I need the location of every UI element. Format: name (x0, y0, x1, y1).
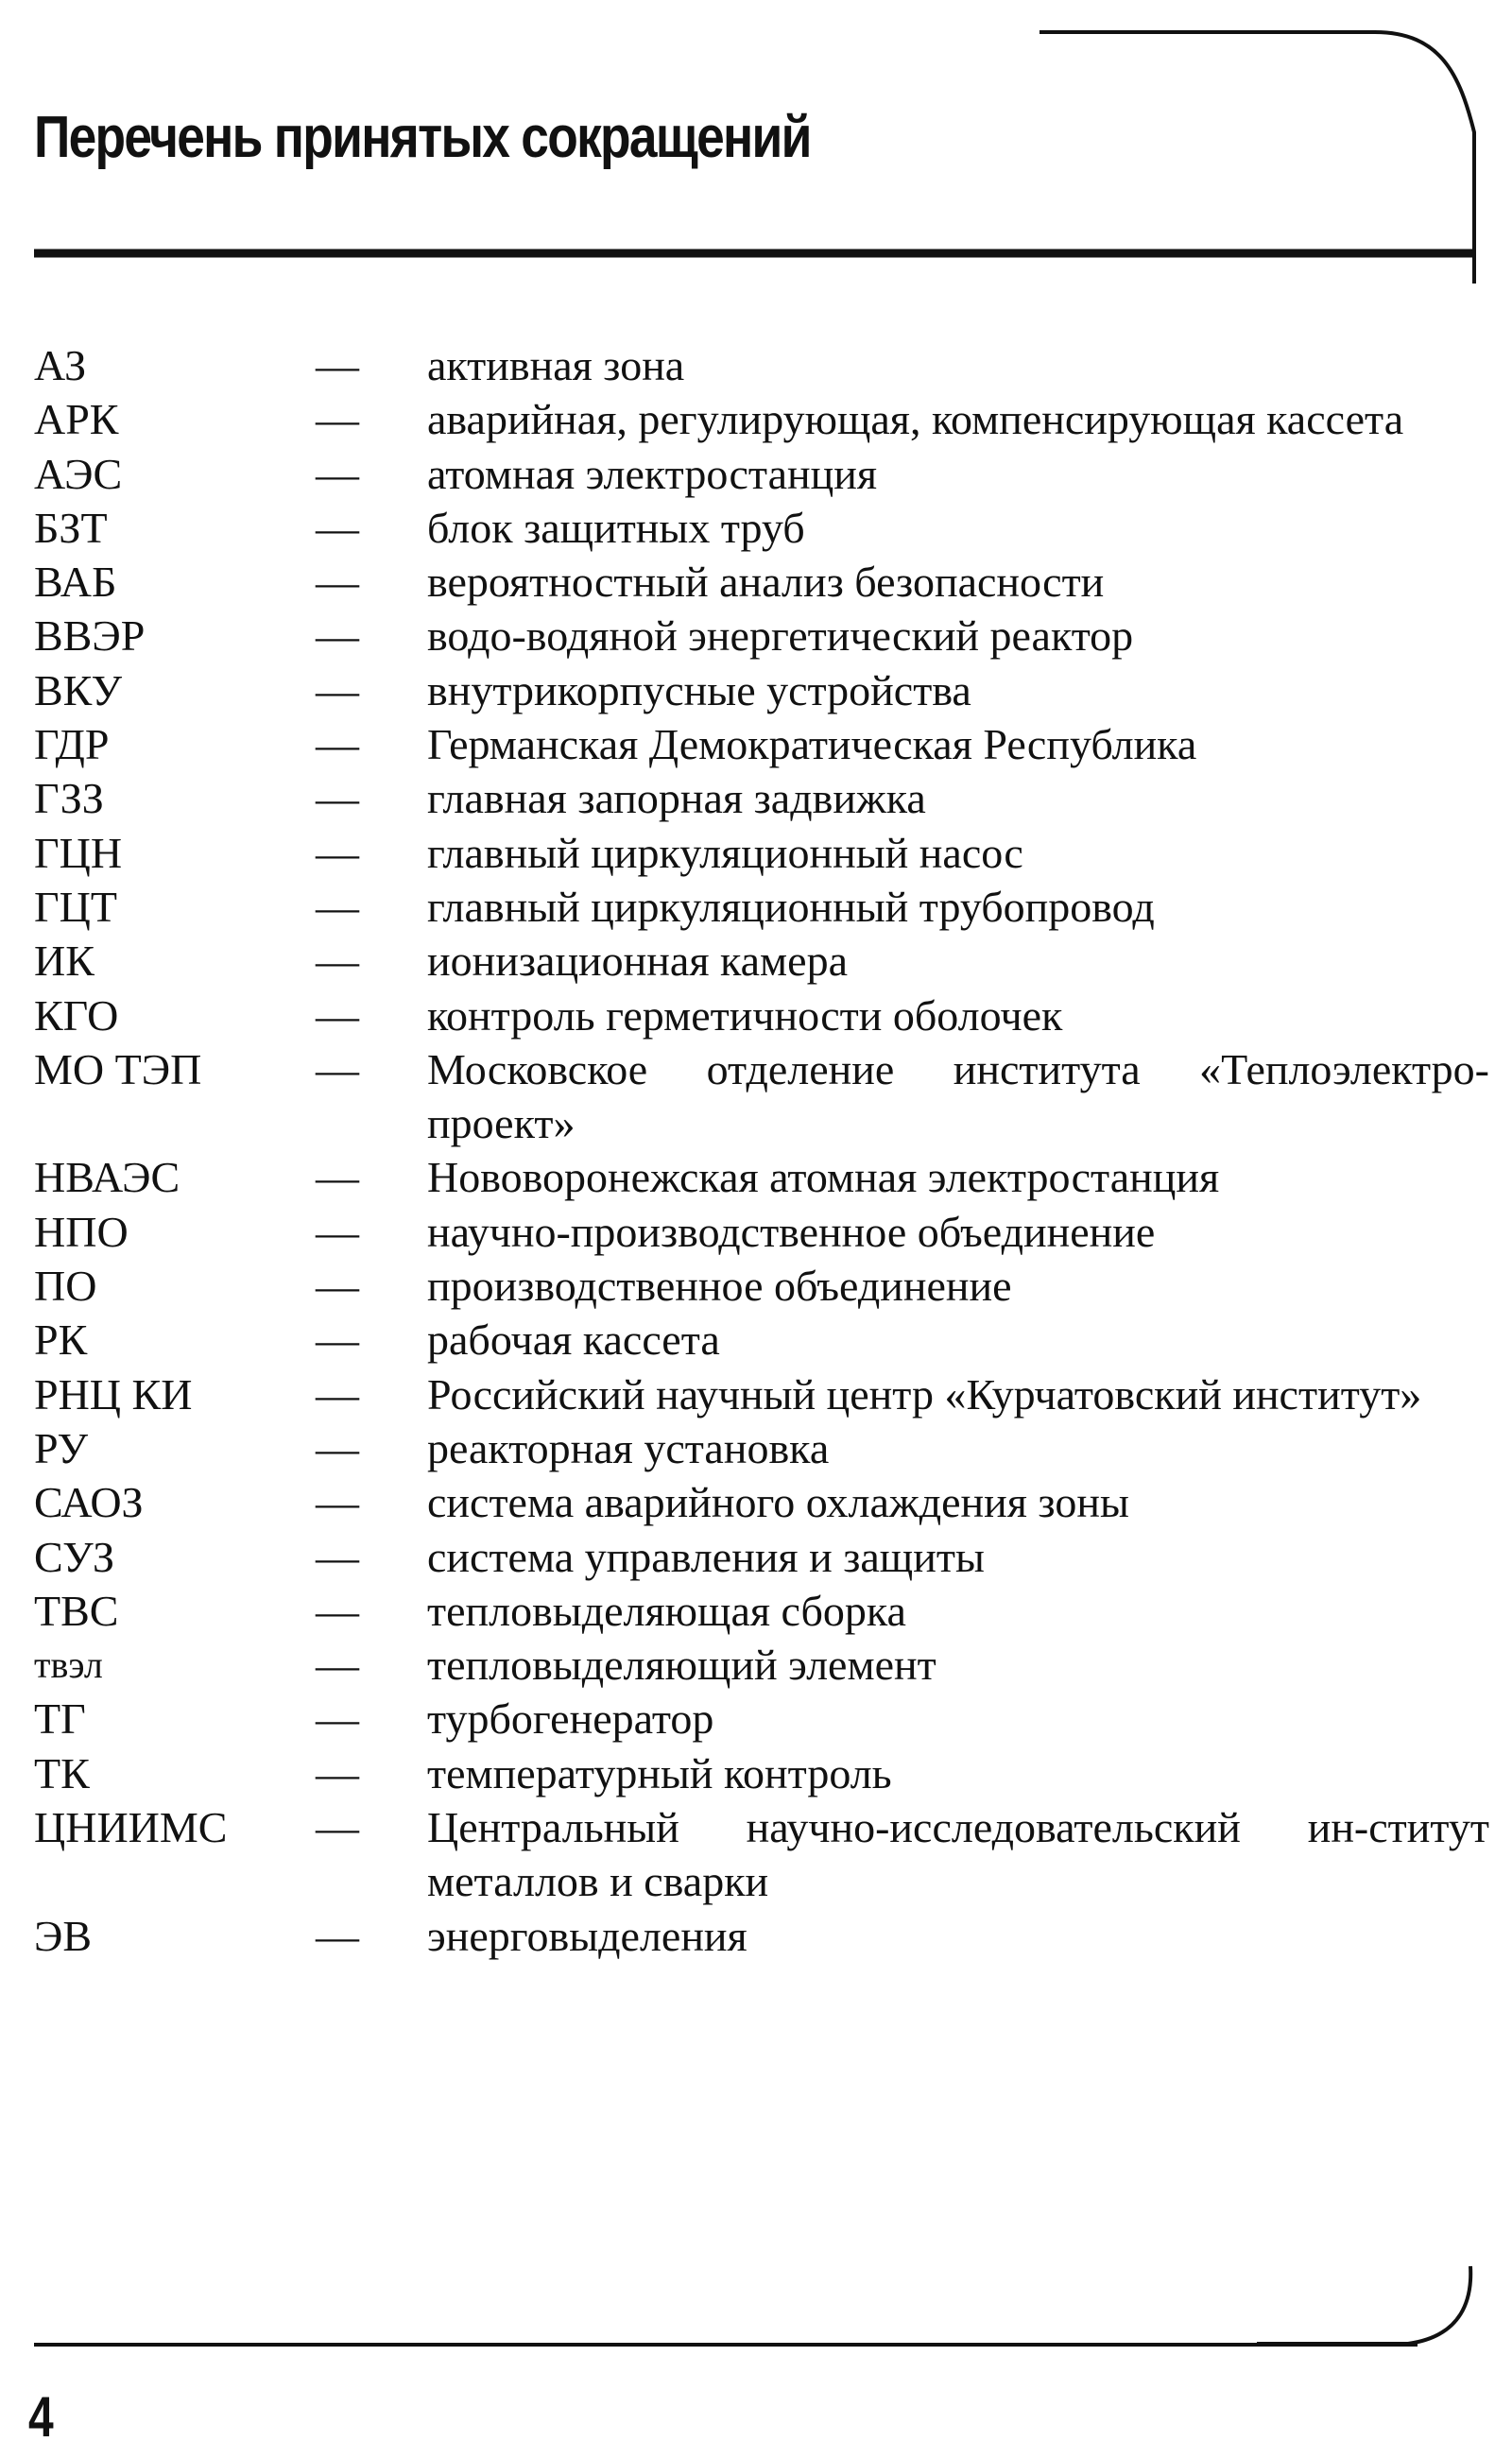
list-item (34, 1692, 1489, 1745)
list-item (34, 1259, 1489, 1313)
dash-separator: — (316, 1207, 359, 1256)
abbreviation-definition: аварийная, регулирующая, компенсирующая кассета (427, 395, 1404, 444)
abbreviation-term: ВАБ (34, 558, 117, 607)
dash-separator: — (316, 828, 359, 877)
abbreviation-term: ВКУ (34, 665, 123, 714)
dash-separator: — (316, 341, 359, 389)
abbreviation-definition: Центральный научно-исследовательский ин-ститут металлов и сварки (427, 1803, 1489, 1906)
abbreviation-term: ПО (34, 1262, 97, 1311)
list-item (34, 447, 1489, 501)
abbreviation-term: ГЦН (34, 828, 123, 877)
dash-separator: — (316, 1478, 359, 1527)
list-item (34, 1584, 1489, 1638)
abbreviation-definition: научно-производственное объединение (427, 1207, 1156, 1256)
abbreviation-term: ГЦТ (34, 882, 117, 931)
abbreviation-term: РНЦ КИ (34, 1369, 193, 1419)
abbreviation-term: НПО (34, 1207, 129, 1256)
dash-separator: — (316, 1315, 359, 1365)
abbreviation-definition: система управления и защиты (427, 1532, 985, 1581)
abbreviation-term: ГЗЗ (34, 774, 104, 823)
dash-separator: — (316, 1262, 359, 1311)
list-item (34, 826, 1489, 880)
abbreviation-term: ИК (34, 937, 94, 986)
list-item (34, 1746, 1489, 1800)
dash-separator: — (316, 1369, 359, 1419)
list-item (34, 880, 1489, 934)
dash-separator: — (316, 1911, 359, 1960)
abbreviation-definition: водо-водяной энергетический реактор (427, 611, 1134, 661)
abbreviation-definition: активная зона (427, 341, 685, 389)
dash-separator: — (316, 1532, 359, 1581)
abbreviation-definition: система аварийного охлаждения зоны (427, 1478, 1129, 1527)
list-item (34, 1150, 1489, 1204)
page-number: 4 (28, 2385, 54, 2449)
abbreviation-definition: тепловыделяющий элемент (427, 1641, 936, 1690)
list-item (34, 771, 1489, 825)
abbreviation-term: ВВЭР (34, 611, 146, 661)
dash-separator: — (316, 449, 359, 498)
list-item (34, 1638, 1489, 1692)
abbreviation-definition: главная запорная задвижка (427, 774, 926, 823)
abbreviation-term: ТВС (34, 1586, 119, 1635)
list-item (34, 609, 1489, 662)
abbreviation-term: РК (34, 1315, 88, 1365)
list-item (34, 555, 1489, 609)
abbreviation-term: ГДР (34, 720, 110, 769)
list-item (34, 338, 1489, 392)
list-item (34, 717, 1489, 771)
list-item (34, 1475, 1489, 1529)
dash-separator: — (316, 1803, 359, 1852)
abbreviation-definition: Московское отделение института «Теплоэлектро-проект» (427, 1044, 1489, 1148)
abbreviation-definition: Нововоронежская атомная электростанция (427, 1153, 1220, 1202)
list-item (34, 1421, 1489, 1475)
abbreviation-definition: вероятностный анализ безопасности (427, 558, 1105, 607)
page-title: Перечень принятых сокращений (34, 105, 811, 170)
dash-separator: — (316, 1694, 359, 1744)
list-item (34, 392, 1489, 446)
abbreviation-definition: реакторная установка (427, 1423, 830, 1472)
dash-separator: — (316, 990, 359, 1040)
abbreviation-term: ЭВ (34, 1911, 93, 1960)
abbreviation-term: НВАЭС (34, 1153, 180, 1202)
list-item (34, 663, 1489, 717)
abbreviation-definition: рабочая кассета (427, 1315, 720, 1365)
abbreviation-term: ТГ (34, 1694, 86, 1744)
abbreviation-definition: атомная электростанция (427, 449, 877, 498)
abbreviation-definition: ионизационная камера (427, 937, 848, 986)
abbreviation-definition: производственное объединение (427, 1262, 1012, 1311)
abbreviation-term: твэл (34, 1643, 103, 1687)
abbreviation-term: МО ТЭП (34, 1044, 202, 1093)
abbreviation-definition: главный циркуляционный трубопровод (427, 882, 1155, 931)
abbreviation-term: ТК (34, 1748, 90, 1797)
list-item (34, 1530, 1489, 1584)
dash-separator: — (316, 611, 359, 661)
abbreviation-term: ЦНИИМС (34, 1803, 228, 1852)
list-item (34, 1367, 1489, 1421)
abbreviation-definition: внутрикорпусные устройства (427, 665, 971, 714)
abbreviation-definition: Российский научный центр «Курчатовский институт» (427, 1369, 1422, 1419)
abbreviation-definition: температурный контроль (427, 1748, 892, 1797)
abbreviation-definition: блок защитных труб (427, 503, 805, 552)
abbreviation-term: АЗ (34, 341, 87, 389)
dash-separator: — (316, 1153, 359, 1202)
abbreviation-term: СУЗ (34, 1532, 115, 1581)
dash-separator: — (316, 665, 359, 714)
abbreviation-definition: контроль герметичности оболочек (427, 990, 1063, 1040)
dash-separator: — (316, 1748, 359, 1797)
dash-separator: — (316, 1586, 359, 1635)
list-item (34, 989, 1489, 1042)
dash-separator: — (316, 937, 359, 986)
list-item (34, 1313, 1489, 1367)
abbreviation-definition: тепловыделяющая сборка (427, 1586, 906, 1635)
list-item (34, 1800, 1489, 1909)
dash-separator: — (316, 558, 359, 607)
abbreviation-term: САОЗ (34, 1478, 144, 1527)
dash-separator: — (316, 1641, 359, 1690)
abbreviation-term: АРК (34, 395, 119, 444)
abbreviation-term: КГО (34, 990, 119, 1040)
dash-separator: — (316, 503, 359, 552)
dash-separator: — (316, 774, 359, 823)
abbreviation-term: БЗТ (34, 503, 108, 552)
abbreviation-term: РУ (34, 1423, 89, 1472)
list-item (34, 1042, 1489, 1151)
abbreviation-definition: Германская Демократическая Республика (427, 720, 1197, 769)
list-item (34, 934, 1489, 988)
dash-separator: — (316, 720, 359, 769)
dash-separator: — (316, 1044, 359, 1093)
abbreviation-definition: турбогенератор (427, 1694, 714, 1744)
abbreviation-term: АЭС (34, 449, 123, 498)
list-item (34, 501, 1489, 555)
dash-separator: — (316, 882, 359, 931)
abbreviation-definition: энерговыделения (427, 1911, 747, 1960)
dash-separator: — (316, 395, 359, 444)
abbreviation-definition: главный циркуляционный насос (427, 828, 1023, 877)
dash-separator: — (316, 1423, 359, 1472)
list-item (34, 1205, 1489, 1259)
abbreviation-list (34, 338, 1489, 1963)
footer-frame (0, 2249, 1512, 2363)
list-item (34, 1909, 1489, 1963)
